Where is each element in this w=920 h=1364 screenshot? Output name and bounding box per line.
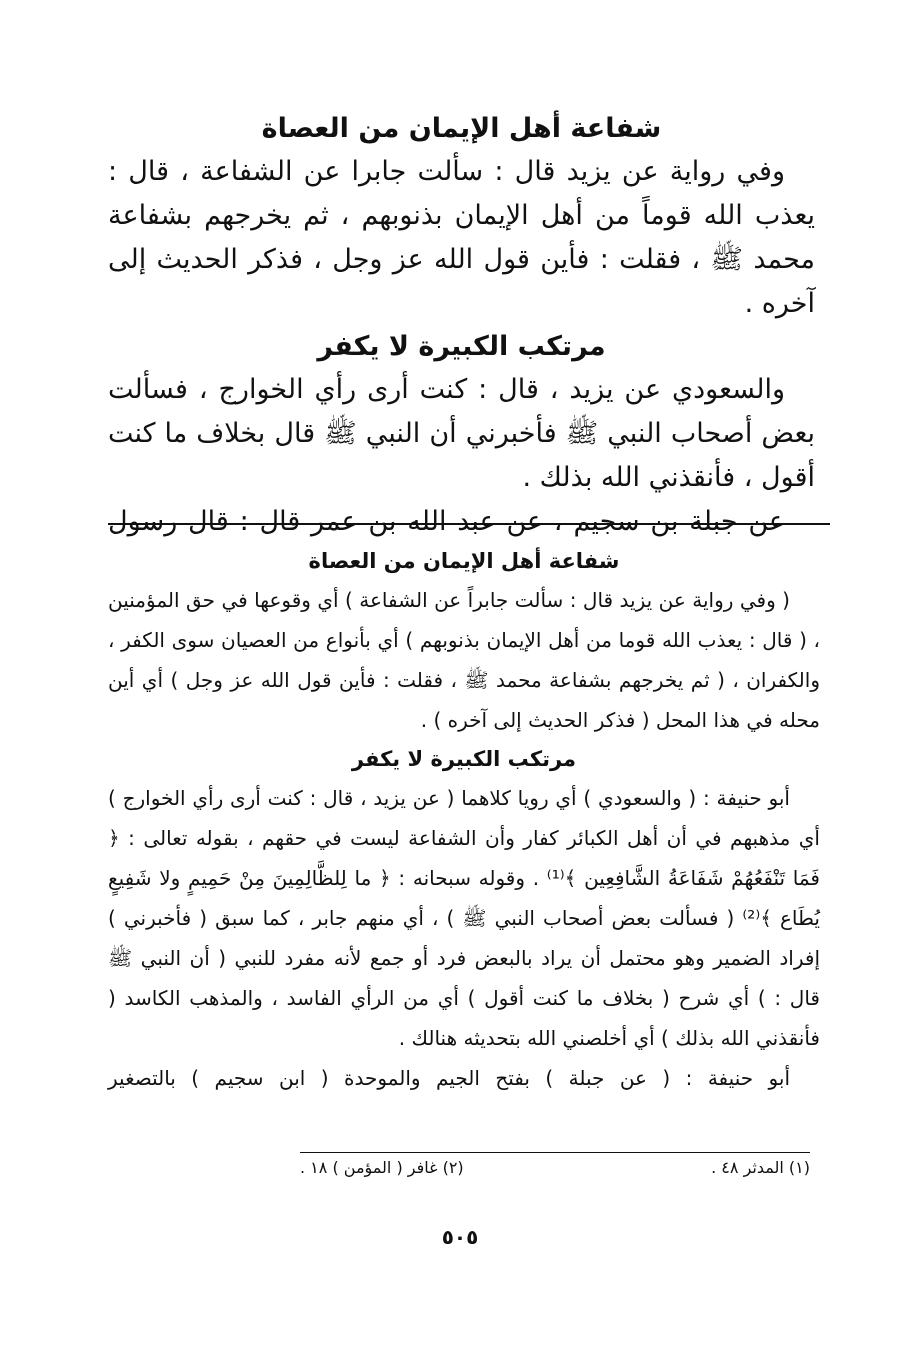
commentary-paragraph-intercession: ( وفي رواية عن يزيد قال : سألت جابراً عن الشفاعة ) أي وقوعها في حق المؤمنين ، ( قال : يعذب الله قوما من أهل الإيمان بذنوبهم ) أي بأنواع من العصيان سوى الكفر ، والكفران ، ( ثم يخرجهم بشفاعة محمد ﷺ ، فقلت : فأين قول الله عز وجل ) أي أين محله في هذا المحل ( فذكر الحديث إلى آخره ) . bbox=[108, 588, 820, 732]
footnotes bbox=[300, 1152, 810, 1181]
commentary-block bbox=[108, 542, 820, 1098]
footnote-1: (١) المدثر ٤٨ . bbox=[711, 1158, 810, 1177]
main-paragraph-jabala: عن جبلة بن سجيم ، عن عبد الله بن عمر قال : قال رسول bbox=[108, 506, 785, 537]
main-paragraph-major-sin: والسعودي عن يزيد ، قال : كنت أرى رأي الخوارج ، فسألت بعض أصحاب النبي ﷺ فأخبرني أن النبي ﷺ قال بخلاف ما كنت أقول ، فأنقذني الله بذلك . bbox=[108, 374, 815, 493]
commentary-paragraph-jabala: أبو حنيفة : ( عن جبلة ) بفتح الجيم والموحدة ( ابن سجيم ) بالتصغير bbox=[108, 1066, 790, 1090]
main-text-block bbox=[108, 108, 815, 544]
commentary-heading-intercession: شفاعة أهل الإيمان من العصاة bbox=[308, 549, 620, 573]
main-heading-major-sin: مرتكب الكبيرة لا يكفر bbox=[317, 331, 606, 362]
main-heading-intercession: شفاعة أهل الإيمان من العصاة bbox=[261, 113, 662, 144]
footnote-2: (٢) غافر ( المؤمن ) ١٨ . bbox=[300, 1158, 464, 1177]
page-number: ٥٠٥ bbox=[441, 1225, 479, 1249]
main-paragraph-intercession: وفي رواية عن يزيد قال : سألت جابرا عن الشفاعة ، قال : يعذب الله قوماً من أهل الإيمان بذنوبهم ، ثم يخرجهم بشفاعة محمد ﷺ ، فقلت : فأين قول الله عز وجل ، فذكر الحديث إلى آخره . bbox=[108, 156, 815, 319]
separator-rule bbox=[108, 523, 830, 525]
commentary-paragraph-major-sin: أبو حنيفة : ( والسعودي ) أي رويا كلاهما ( عن يزيد ، قال : كنت أرى رأي الخوارج ) أي مذهبهم في أن أهل الكبائر كفار وأن الشفاعة ليست في حقهم ، بقوله تعالى : ﴿ فَمَا تَنْفَعُهُمْ شَفَاعَةُ الشَّافِعِين ﴾⁽¹⁾ . وقوله سبحانه : ﴿ ما لِلظَّالِمِينَ مِنْ حَمِيمٍ ولا شَفِيعٍ يُطَاع ﴾⁽²⁾ ( فسألت بعض أصحاب النبي ﷺ ) ، أي منهم جابر ، كما سبق ( فأخبرني ) إفراد الضمير وهو محتمل أن يراد بالبعض فرد أو جمع لأنه مفرد للنبي ( أن النبي ﷺ قال : ) أي شرح ( بخلاف ما كنت أقول ) أي من الرأي الفاسد ، والمذهب الكاسد ( فأنقذني الله بذلك ) أي أخلصني الله بتحديثه هنالك . bbox=[108, 786, 820, 1050]
commentary-heading-major-sin: مرتكب الكبيرة لا يكفر bbox=[351, 747, 577, 771]
